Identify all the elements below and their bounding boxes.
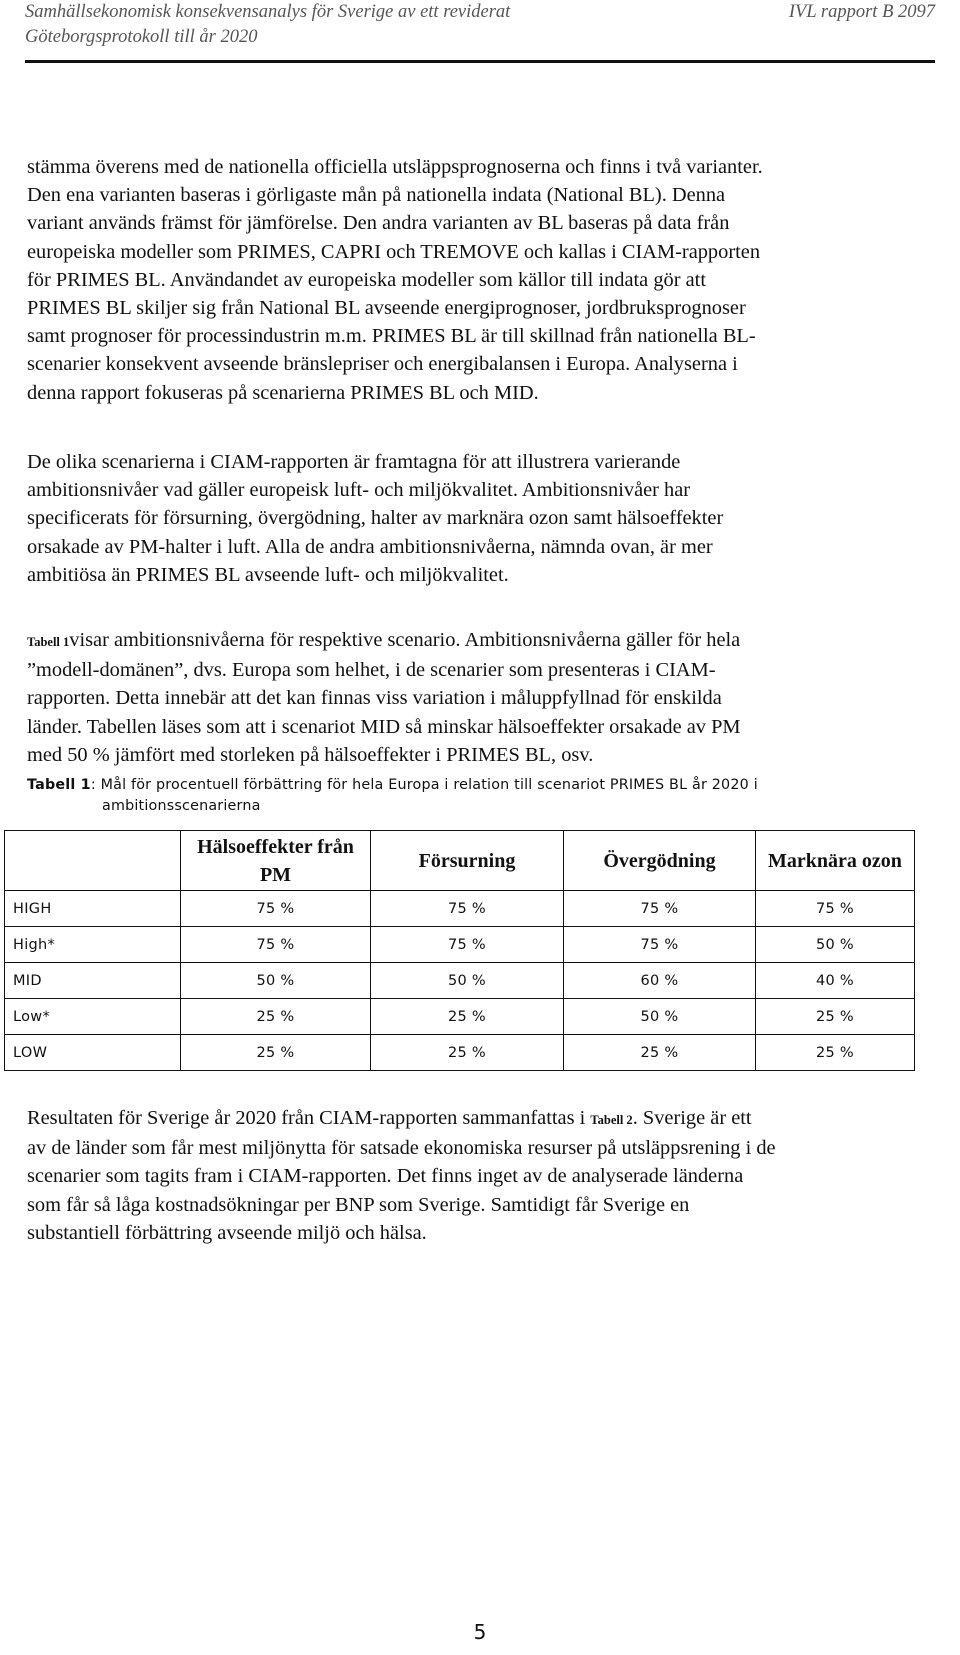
paragraph-4-line: scenarier som tagits fram i CIAM-rapporten. Det finns inget av de analyserade länderna [27, 1165, 744, 1188]
paragraph-1 [27, 153, 917, 407]
value-cell: 50 % [756, 927, 915, 963]
paragraph-4 [27, 1104, 917, 1247]
value-cell: 75 % [181, 891, 371, 927]
value-cell: 25 % [756, 999, 915, 1035]
paragraph-1-line: stämma överens med de nationella officiella utsläppsprognoserna och finns i två varianter. [27, 156, 763, 178]
value-cell: 25 % [181, 999, 371, 1035]
paragraph-1-line: PRIMES BL skiljer sig från National BL avseende energiprognoser, jordbruksprognoser [27, 297, 746, 320]
value-cell: 75 % [564, 927, 756, 963]
paragraph-2 [27, 448, 917, 589]
table-row [5, 1035, 915, 1071]
paragraph-3 [27, 626, 917, 769]
header-cell-eutrophication: Övergödning [564, 831, 756, 891]
value-cell: 75 % [564, 891, 756, 927]
paragraph-1-line: för PRIMES BL. Användandet av europeiska modeller som källor till indata gör att [27, 268, 706, 291]
paragraph-2-line: orsakade av PM-halter i luft. Alla de andra ambitionsnivåerna, nämnda ovan, är mer [27, 535, 713, 558]
header-cell-health-pm: Hälsoeffekter från PM [181, 831, 371, 891]
paragraph-3-line: länder. Tabellen läses som att i scenariot MID så minskar hälsoeffekter orsakade av PM [27, 715, 741, 738]
paragraph-2-line: ambitiösa än PRIMES BL avseende luft- och miljökvalitet. [27, 563, 509, 586]
scenario-cell: LOW [5, 1035, 181, 1071]
scenario-cell: Low* [5, 999, 181, 1035]
page-number: 5 [473, 1620, 487, 1644]
scenario-cell: High* [5, 927, 181, 963]
paragraph-1-line: Den ena varianten baseras i görligaste mån på nationella indata (National BL). Denna [27, 184, 726, 207]
paragraph-3-line: ”modell-domänen”, dvs. Europa som helhet, i de scenarier som presenteras i CIAM- [27, 659, 716, 682]
paragraph-3-line: med 50 % jämfört med storleken på hälsoeffekter i PRIMES BL, osv. [27, 743, 594, 766]
scenario-cell: HIGH [5, 891, 181, 927]
value-cell: 75 % [371, 927, 564, 963]
value-cell: 50 % [181, 963, 371, 999]
paragraph-1-line: scenarier konsekvent avseende bränslepriser och energibalansen i Europa. Analyserna i [27, 353, 738, 376]
value-cell: 25 % [371, 1035, 564, 1071]
header-report-title [25, 0, 625, 50]
paragraph-4-line: som får så låga kostnadsökningar per BNP som Sverige. Samtidigt får Sverige en [27, 1193, 690, 1216]
paragraph-1-line: europeiska modeller som PRIMES, CAPRI och TREMOVE och kallas i CIAM-rapporten [27, 240, 761, 263]
table-reference-link[interactable]: Tabell 1 [27, 635, 70, 649]
paragraph-4-first-tail: . Sverige är ett [632, 1107, 752, 1129]
caption-text-line-1: : Mål för procentuell förbättring för hela Europa i relation till scenariot PRIMES BL år 2020 i [90, 777, 758, 793]
paragraph-2-line: De olika scenarierna i CIAM-rapporten är framtagna för att illustrera varierande [27, 451, 681, 473]
paragraph-4-line: substantiell förbättring avseende miljö och hälsa. [27, 1221, 427, 1244]
value-cell: 25 % [371, 999, 564, 1035]
paragraph-3-first-text: visar ambitionsnivåerna för respektive scenario. Ambitionsnivåerna gäller för hela [69, 629, 741, 651]
header-cell-acidification: Försurning [371, 831, 564, 891]
header-title-line-2: Göteborgsprotokoll till år 2020 [25, 27, 258, 47]
table-row [5, 963, 915, 999]
value-cell: 75 % [181, 927, 371, 963]
paragraph-1-line: variant används främst för jämförelse. Den andra varianten av BL baseras på data från [27, 212, 730, 235]
table-row [5, 891, 915, 927]
ambition-levels-table [4, 830, 915, 1071]
paragraph-4-first-text: Resultaten för Sverige år 2020 från CIAM-rapporten sammanfattas i [27, 1107, 586, 1129]
header-report-number: IVL rapport B 2097 [788, 2, 935, 22]
value-cell: 25 % [564, 1035, 756, 1071]
table-header-row [5, 831, 915, 891]
scenario-cell: MID [5, 963, 181, 999]
value-cell: 75 % [371, 891, 564, 927]
table-row [5, 927, 915, 963]
paragraph-2-line: ambitionsnivåer vad gäller europeisk luft- och miljökvalitet. Ambitionsnivåer har [27, 479, 691, 502]
caption-text-line-2: ambitionsscenarierna [102, 798, 261, 814]
value-cell: 50 % [564, 999, 756, 1035]
paragraph-4-first-line [27, 1104, 917, 1134]
header-cell-ground-ozone: Marknära ozon [756, 831, 915, 891]
paragraph-1-line: samt prognoser för processindustrin m.m. PRIMES BL är till skillnad från nationella BL- [27, 325, 756, 348]
paragraph-3-first-line [27, 626, 917, 656]
paragraph-4-line: av de länder som får mest miljönytta för satsade ekonomiska resurser på utsläppsrening i de [27, 1137, 776, 1160]
value-cell: 75 % [756, 891, 915, 927]
table-caption [27, 775, 907, 817]
caption-label: Tabell 1 [27, 777, 91, 793]
table-reference-link[interactable]: Tabell 2 [590, 1113, 633, 1127]
header-cell-empty [5, 831, 181, 891]
paragraph-2-line: specificerats för försurning, övergödning, halter av marknära ozon samt hälsoeffekter [27, 507, 724, 530]
value-cell: 25 % [181, 1035, 371, 1071]
paragraph-3-line: rapporten. Detta innebär att det kan finnas viss variation i måluppfyllnad för enskilda [27, 687, 722, 710]
header-rule [25, 60, 935, 63]
table-row [5, 999, 915, 1035]
header-title-line-1: Samhällsekonomisk konsekvensanalys för Sverige av ett reviderat [25, 2, 511, 22]
value-cell: 60 % [564, 963, 756, 999]
value-cell: 40 % [756, 963, 915, 999]
value-cell: 25 % [756, 1035, 915, 1071]
paragraph-1-line: denna rapport fokuseras på scenarierna PRIMES BL och MID. [27, 381, 539, 404]
value-cell: 50 % [371, 963, 564, 999]
